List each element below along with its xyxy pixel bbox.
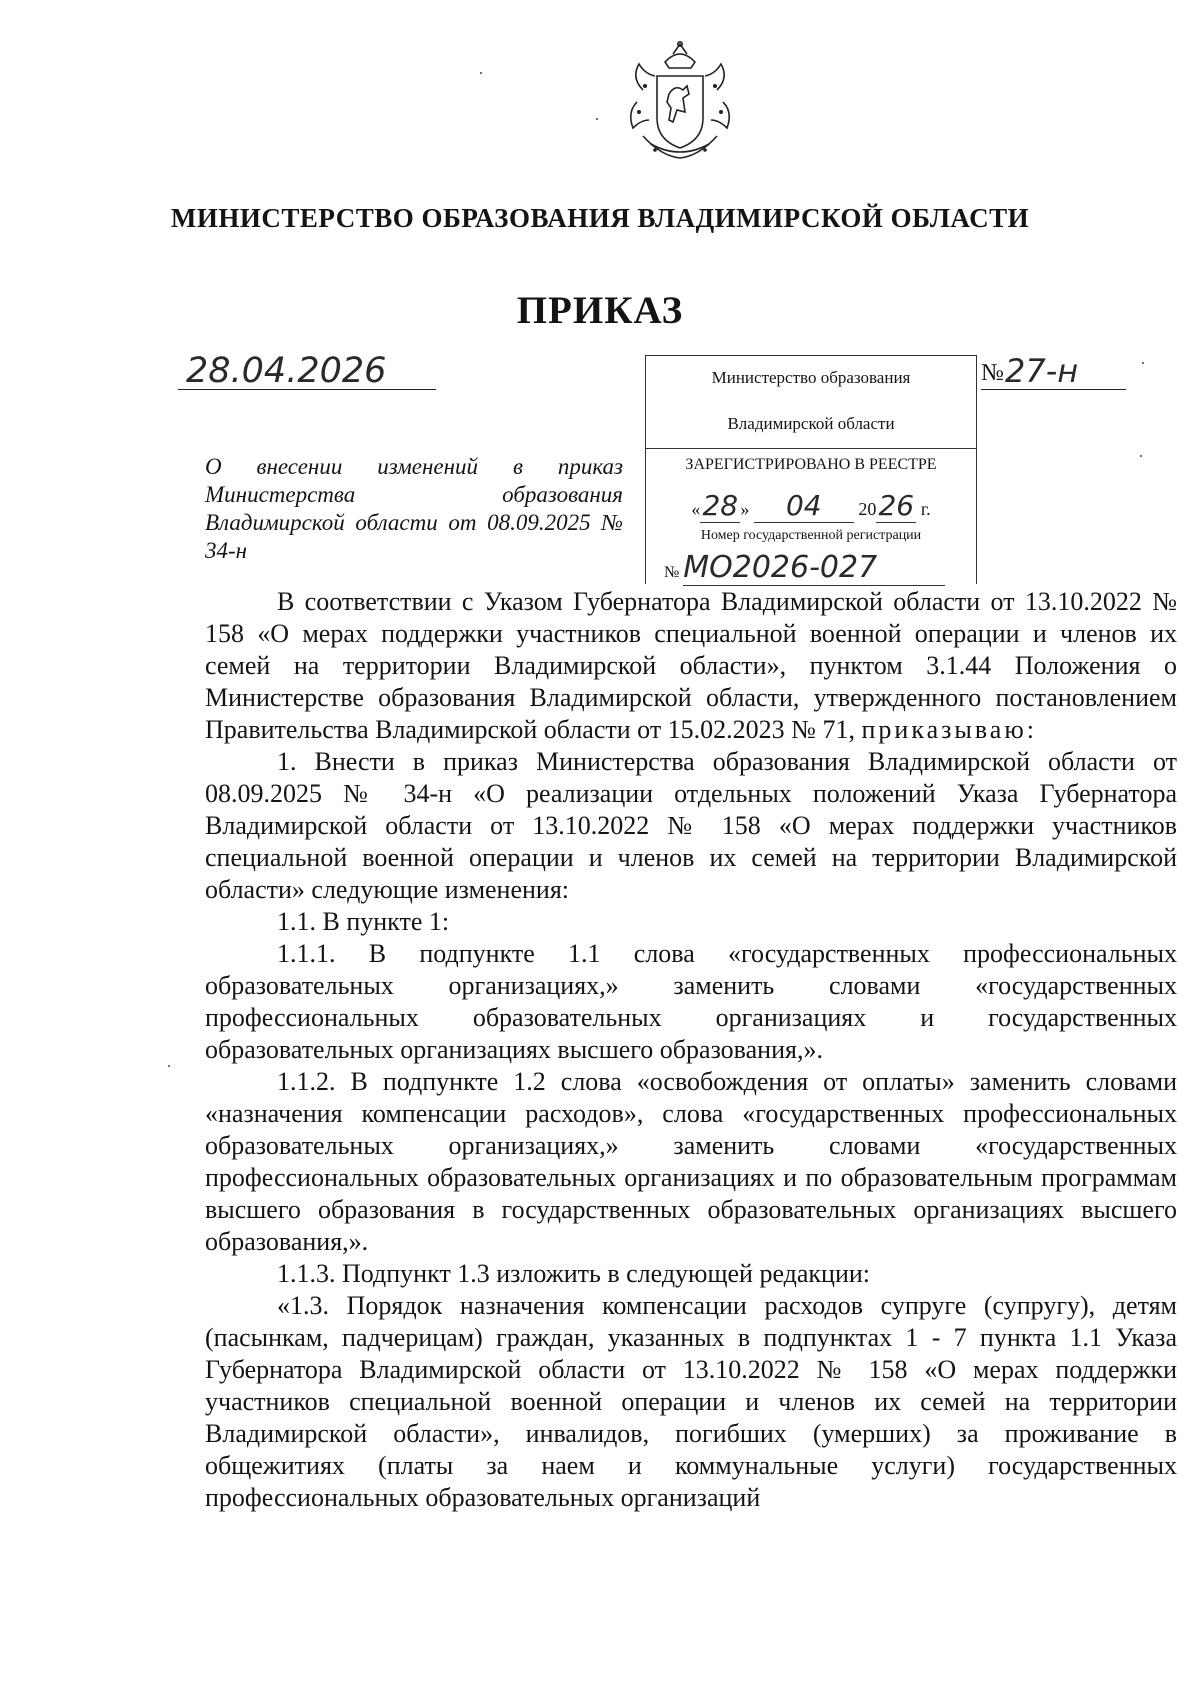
paragraph-1-3-quote: «1.3. Порядок назначения компенсации расходов супруге (супругу), детям (пасынкам, падчерицам) граждан, указанных в подпунктах 1 - 7 пункта 1.1 Указа Губернатора Владимирской области от 13.10.2022 № 158 «О мерах поддержки участников специальной военной операции и членов их семей на территории Владимирской области», инвалидов, погибших (умерших) за проживание в общежитиях (платы за наем и коммунальные услуги) государственных профессиональных образовательных организаций — [205, 1291, 1177, 1512]
stamp-open-quote: « — [691, 499, 701, 519]
scan-speck — [480, 72, 482, 74]
paragraph-1: 1. Внести в приказ Министерства образования Владимирской области от 08.09.2025 № 34-н «О реализации отдельных положений Указа Губернатора Владимирской области от 13.10.2022 № 158 «О мерах поддержки участников специальной военной операции и членов их семей на территории Владимирской области» следующие изменения: — [205, 747, 1177, 904]
stamp-divider — [646, 448, 976, 449]
stamp-year-handwritten: 26 — [878, 489, 915, 522]
stamp-reg-number-row — [646, 550, 954, 586]
paragraph-1-1: 1.1. В пункте 1: — [277, 907, 450, 936]
stamp-day-handwritten: 28 — [702, 489, 739, 522]
stamp-reg-number-label: Номер государственной регистрации — [700, 528, 922, 543]
order-word: приказываю: — [861, 715, 1037, 744]
stamp-month-handwritten: 04 — [785, 489, 822, 522]
scan-speck — [168, 1065, 170, 1067]
stamp-ministry-line1: Министерство образования — [711, 368, 911, 387]
stamp-ministry-line2: Владимирской области — [727, 414, 895, 433]
scan-speck — [596, 118, 598, 120]
order-date-handwritten: 28.04.2026 — [186, 351, 387, 391]
ministry-title: МИНИСТЕРСТВО ОБРАЗОВАНИЯ ВЛАДИМИРСКОЙ ОБЛАСТИ — [170, 203, 1030, 233]
paragraph-1-1-1: 1.1.1. В подпункте 1.1 слова «государственных профессиональных образовательных организациях,» заменить словами «государственных профессиональных образовательных организациях и государственных образовательных организациях высшего образования,». — [205, 939, 1177, 1064]
stamp-registration-date — [646, 489, 976, 523]
preamble-text: В соответствии с Указом Губернатора Владимирской области от 13.10.2022 № 158 «О мерах поддержки участников специальной военной операции и членов их семей на территории Владимирской области», пунктом 3.1.44 Положения о Министерстве образования Владимирской области, утвержденного постановлением Правительства Владимирской области от 15.02.2023 № 71, — [205, 587, 1177, 744]
order-subject: О внесении изменений в приказ Министерства образования Владимирской области от 08.09.2025 № 34-н — [205, 454, 623, 563]
stamp-reg-number-handwritten: МО2026-027 — [683, 550, 878, 585]
stamp-reg-prefix: № — [664, 564, 680, 581]
paragraph-1-1-3: 1.1.3. Подпункт 1.3 изложить в следующей редакции: — [277, 1259, 871, 1288]
stamp-year-prefix: 20 — [858, 499, 877, 519]
scan-speck — [1142, 362, 1144, 364]
stamp-year-unit: г. — [920, 499, 931, 519]
order-body — [205, 586, 1177, 1514]
paragraph-1-1-2: 1.1.2. В подпункте 1.2 слова «освобождения от оплаты» заменить словами «назначения компенсации расходов», слова «государственных профессиональных образовательных организациях,» заменить словами «государственных профессиональных образовательных организациях и по образовательным программам высшего образования в государственных образовательных организациях высшего образования,». — [205, 1067, 1177, 1256]
coat-of-arms-emblem — [625, 40, 735, 165]
stamp-close-quote: » — [740, 499, 750, 519]
number-label: № — [981, 360, 1004, 386]
stamp-registered-label: ЗАРЕГИСТРИРОВАНО В РЕЕСТРЕ — [685, 456, 937, 473]
preamble-paragraph — [205, 586, 1177, 746]
order-number-handwritten: 27-н — [1005, 352, 1079, 390]
document-type-title: ПРИКАЗ — [516, 289, 684, 332]
registration-stamp — [645, 355, 977, 584]
scan-speck — [1140, 455, 1142, 457]
